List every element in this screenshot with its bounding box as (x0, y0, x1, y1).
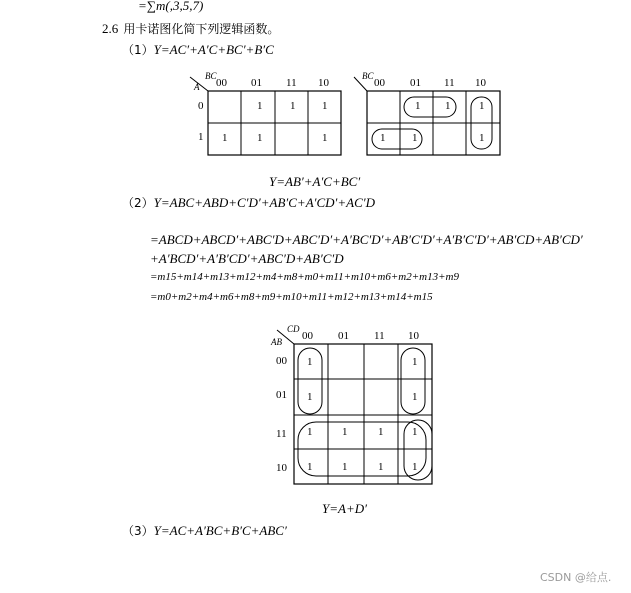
kmap2-cell: 1 (380, 132, 386, 144)
kmap3-corner-row: AB (271, 337, 282, 347)
problem1-expr: Y=AC′+A′C+BC′+B′C (153, 42, 274, 57)
kmap3-cell: 1 (307, 461, 313, 473)
kmap3-col-header: 00 (302, 330, 313, 342)
problem1-label: （1） (122, 43, 154, 57)
kmap2-col-header: 00 (374, 77, 385, 89)
top-fragment: =∑m(,3,5,7) (138, 0, 204, 13)
kmap2-col-header: 01 (410, 77, 421, 89)
kmap1-row-header: 0 (198, 100, 204, 112)
problem2-expansion-line: =m0+m2+m4+m6+m8+m9+m10+m11+m12+m13+m14+m15 (150, 291, 433, 303)
kmap3-cell: 1 (342, 426, 348, 438)
problem2-label: （2） (122, 196, 154, 210)
kmap2-cell: 1 (445, 100, 451, 112)
problem2-result: Y=A+D′ (322, 501, 367, 516)
kmap2-corner-col: BC (362, 71, 374, 81)
problem2-expansion-line: +A′BCD′+A′B′CD′+ABC′D+AB′C′D (150, 251, 344, 266)
problem3-label: （3） (122, 524, 154, 538)
kmap3-row-header: 00 (276, 355, 287, 367)
kmap1-col-header: 11 (286, 77, 297, 89)
kmap2-cell: 1 (415, 100, 421, 112)
problem2-expansion-line: =ABCD+ABCD′+ABC′D+ABC′D′+A′BC′D′+AB′C′D′+A′B′C′D′+AB′CD+AB′CD′ (150, 232, 583, 247)
kmap3-col-header: 01 (338, 330, 349, 342)
kmap3-loop-col10-bottom (404, 420, 432, 480)
problem3-expr: Y=AC+A′BC+B′C+ABC′ (153, 523, 287, 538)
kmap1-col-header: 01 (251, 77, 262, 89)
kmap2-col-header: 11 (444, 77, 455, 89)
problem1-result: Y=AB′+A′C+BC′ (269, 174, 361, 189)
kmap3-cell: 1 (307, 426, 313, 438)
kmap1-cell: 1 (222, 132, 228, 144)
kmap3-row-header: 01 (276, 389, 287, 401)
kmap3-cell: 1 (412, 391, 418, 403)
kmap3-cell: 1 (378, 461, 384, 473)
kmap1-row-header: 1 (198, 131, 204, 143)
kmap3-cell: 1 (412, 461, 418, 473)
kmap3-corner-col: CD (287, 324, 300, 334)
kmap3 (277, 330, 432, 484)
kmap3-row-header: 10 (276, 462, 287, 474)
problem2-expr: Y=ABC+ABD+C′D′+AB′C+A′CD′+AC′D (153, 195, 376, 210)
kmap1-corner-col: BC (205, 71, 217, 81)
kmap1-cell: 1 (257, 132, 263, 144)
kmap2-col-header: 10 (475, 77, 486, 89)
kmap1-cell: 1 (257, 100, 263, 112)
kmap3-cell: 1 (412, 356, 418, 368)
kmap3-cell: 1 (307, 356, 313, 368)
kmap3-cell: 1 (378, 426, 384, 438)
kmap3-col-header: 10 (408, 330, 419, 342)
watermark: CSDN @给点. (540, 571, 612, 584)
kmap1-cell: 1 (322, 132, 328, 144)
kmap3-cell: 1 (342, 461, 348, 473)
kmap1-col-header: 10 (318, 77, 329, 89)
kmap3-cell: 1 (307, 391, 313, 403)
kmap3-col-header: 11 (374, 330, 385, 342)
section-title: 用卡诺图化简下列逻辑函数。 (123, 22, 280, 36)
problem3-statement (122, 520, 287, 539)
kmap3-row-header: 11 (276, 428, 287, 440)
kmap2-cell: 1 (412, 132, 418, 144)
kmap1-cell: 1 (322, 100, 328, 112)
kmap3-cell: 1 (412, 426, 418, 438)
kmap1-col-header: 00 (216, 77, 227, 89)
kmap1-cell: 1 (290, 100, 296, 112)
problem2-statement (122, 192, 375, 211)
problem2-expansion-line: =m15+m14+m13+m12+m4+m8+m0+m11+m10+m6+m2+m13+m9 (150, 271, 459, 283)
kmap1-corner-row: A (194, 82, 200, 92)
kmap2-cell: 1 (479, 100, 485, 112)
kmap2-cell: 1 (479, 132, 485, 144)
section-number: 2.6 (102, 21, 119, 36)
